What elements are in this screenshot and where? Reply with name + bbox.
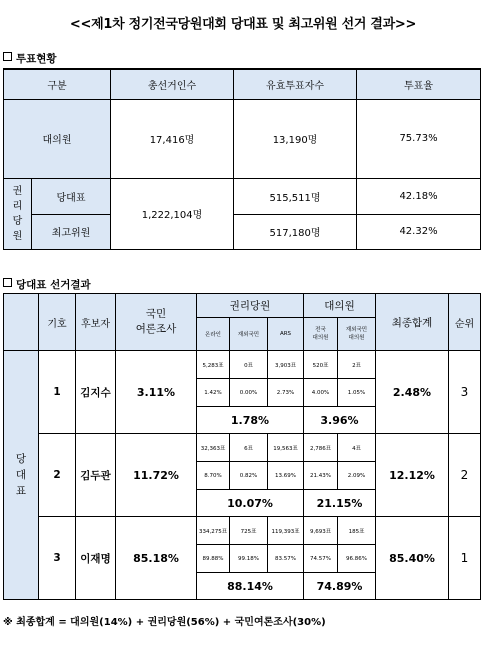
row-supreme-label: 최고위원 xyxy=(32,214,111,249)
leader-group-char: 표 xyxy=(15,485,27,497)
header-turnout-rate: 투표율 xyxy=(357,69,481,99)
candidate-poll: 11.72% xyxy=(116,434,197,517)
delegates-total: 21.15% xyxy=(304,490,376,517)
header-valid-voters: 유효투표자수 xyxy=(234,69,357,99)
header-poll-line1: 국민 xyxy=(145,308,167,320)
ars-votes: 3,903표 xyxy=(268,351,304,379)
candidate-rank: 1 xyxy=(449,517,481,600)
delegates-total: 3.96% xyxy=(304,407,376,434)
overseas-delegate-votes: 185표 xyxy=(338,517,376,545)
header-poll-line2: 여론조사 xyxy=(135,323,177,335)
overseas-pct: 0.00% xyxy=(230,379,268,407)
section-turnout-heading xyxy=(3,51,57,66)
turnout-table xyxy=(3,68,481,250)
members-group-char: 리 xyxy=(12,200,23,212)
candidate-final: 85.40% xyxy=(376,517,449,600)
header-public-poll xyxy=(116,294,197,351)
leader-rate: 42.18% xyxy=(357,178,481,214)
overseas-pct: 99.18% xyxy=(230,545,268,573)
checkbox-square-icon xyxy=(3,52,12,61)
members-total: 88.14% xyxy=(197,573,304,600)
overseas-votes: 6표 xyxy=(230,434,268,462)
header-category: 구분 xyxy=(4,69,111,99)
results-table xyxy=(3,293,481,600)
header-total-electors: 총선거인수 xyxy=(111,69,234,99)
section-turnout-label: 투표현황 xyxy=(16,53,57,65)
row-leader-label: 당대표 xyxy=(32,178,111,214)
delegates-total: 74.89% xyxy=(304,573,376,600)
leader-group-char: 당 xyxy=(15,453,27,465)
header-overseas-delegates xyxy=(338,318,376,351)
ars-votes: 119,393표 xyxy=(268,517,304,545)
row-delegates-label: 대의원 xyxy=(4,99,111,178)
candidate-name: 이재명 xyxy=(76,517,116,600)
overseas-pct: 0.82% xyxy=(230,462,268,490)
header-nat-del-line1: 전국 xyxy=(315,327,326,333)
online-pct: 1.42% xyxy=(197,379,230,407)
ars-pct: 83.57% xyxy=(268,545,304,573)
online-votes: 5,283표 xyxy=(197,351,230,379)
candidate-rank: 3 xyxy=(449,351,481,434)
header-final: 최종합계 xyxy=(376,294,449,351)
delegates-electors: 17,416명 xyxy=(111,99,234,178)
header-delegates: 대의원 xyxy=(304,294,376,318)
supreme-rate: 42.32% xyxy=(357,214,481,249)
national-delegate-votes: 9,693표 xyxy=(304,517,338,545)
header-ars: ARS xyxy=(268,318,304,351)
members-total: 10.07% xyxy=(197,490,304,517)
header-online: 온라인 xyxy=(197,318,230,351)
overseas-votes: 0표 xyxy=(230,351,268,379)
ars-votes: 19,563표 xyxy=(268,434,304,462)
header-candidate: 후보자 xyxy=(76,294,116,351)
header-members: 권리당원 xyxy=(197,294,304,318)
page-title: <<제1차 정기전국당원대회 당대표 및 최고위원 선거 결과>> xyxy=(69,17,417,32)
ars-pct: 2.73% xyxy=(268,379,304,407)
members-group-char: 원 xyxy=(12,230,23,242)
header-national-delegates xyxy=(304,318,338,351)
supreme-valid: 517,180명 xyxy=(234,214,357,249)
national-delegate-pct: 74.57% xyxy=(304,545,338,573)
header-ovs-del-line1: 재외국민 xyxy=(345,327,368,333)
candidate-final: 12.12% xyxy=(376,434,449,517)
leader-valid: 515,511명 xyxy=(234,178,357,214)
candidate-name: 김지수 xyxy=(76,351,116,434)
overseas-delegate-pct: 96.86% xyxy=(338,545,376,573)
overseas-delegate-pct: 2.09% xyxy=(338,462,376,490)
online-pct: 89.88% xyxy=(197,545,230,573)
overseas-delegate-votes: 4표 xyxy=(338,434,376,462)
section-results-heading xyxy=(3,277,91,292)
header-ovs-del-line2: 대의원 xyxy=(348,335,365,341)
leader-group-label xyxy=(4,351,39,600)
members-group-label xyxy=(4,178,32,249)
online-votes: 32,363표 xyxy=(197,434,230,462)
candidate-number: 1 xyxy=(39,351,76,434)
leader-group-char: 대 xyxy=(15,469,27,481)
candidate-poll: 85.18% xyxy=(116,517,197,600)
candidate-number: 3 xyxy=(39,517,76,600)
national-delegate-votes: 520표 xyxy=(304,351,338,379)
members-electors: 1,222,104명 xyxy=(111,178,234,249)
candidate-name: 김두관 xyxy=(76,434,116,517)
footnote-formula: ※ 최종합계 = 대의원(14%) + 권리당원(56%) + 국민여론조사(30%) xyxy=(3,617,326,628)
members-group-char: 당 xyxy=(12,215,23,227)
overseas-delegate-votes: 2표 xyxy=(338,351,376,379)
header-nat-del-line2: 대의원 xyxy=(312,335,329,341)
candidate-poll: 3.11% xyxy=(116,351,197,434)
online-pct: 8.70% xyxy=(197,462,230,490)
overseas-votes: 725표 xyxy=(230,517,268,545)
candidate-rank: 2 xyxy=(449,434,481,517)
ars-pct: 13.69% xyxy=(268,462,304,490)
candidate-final: 2.48% xyxy=(376,351,449,434)
members-total: 1.78% xyxy=(197,407,304,434)
overseas-delegate-pct: 1.05% xyxy=(338,379,376,407)
section-results-label: 당대표 선거결과 xyxy=(16,279,91,291)
delegates-rate: 75.73% xyxy=(357,99,481,178)
delegates-valid: 13,190명 xyxy=(234,99,357,178)
national-delegate-pct: 21.43% xyxy=(304,462,338,490)
members-group-char: 권 xyxy=(12,185,23,197)
national-delegate-votes: 2,786표 xyxy=(304,434,338,462)
header-rank: 순위 xyxy=(449,294,481,351)
header-overseas: 재외국민 xyxy=(230,318,268,351)
national-delegate-pct: 4.00% xyxy=(304,379,338,407)
online-votes: 334,275표 xyxy=(197,517,230,545)
results-corner xyxy=(4,294,39,351)
checkbox-square-icon xyxy=(3,278,12,287)
header-number: 기호 xyxy=(39,294,76,351)
candidate-number: 2 xyxy=(39,434,76,517)
